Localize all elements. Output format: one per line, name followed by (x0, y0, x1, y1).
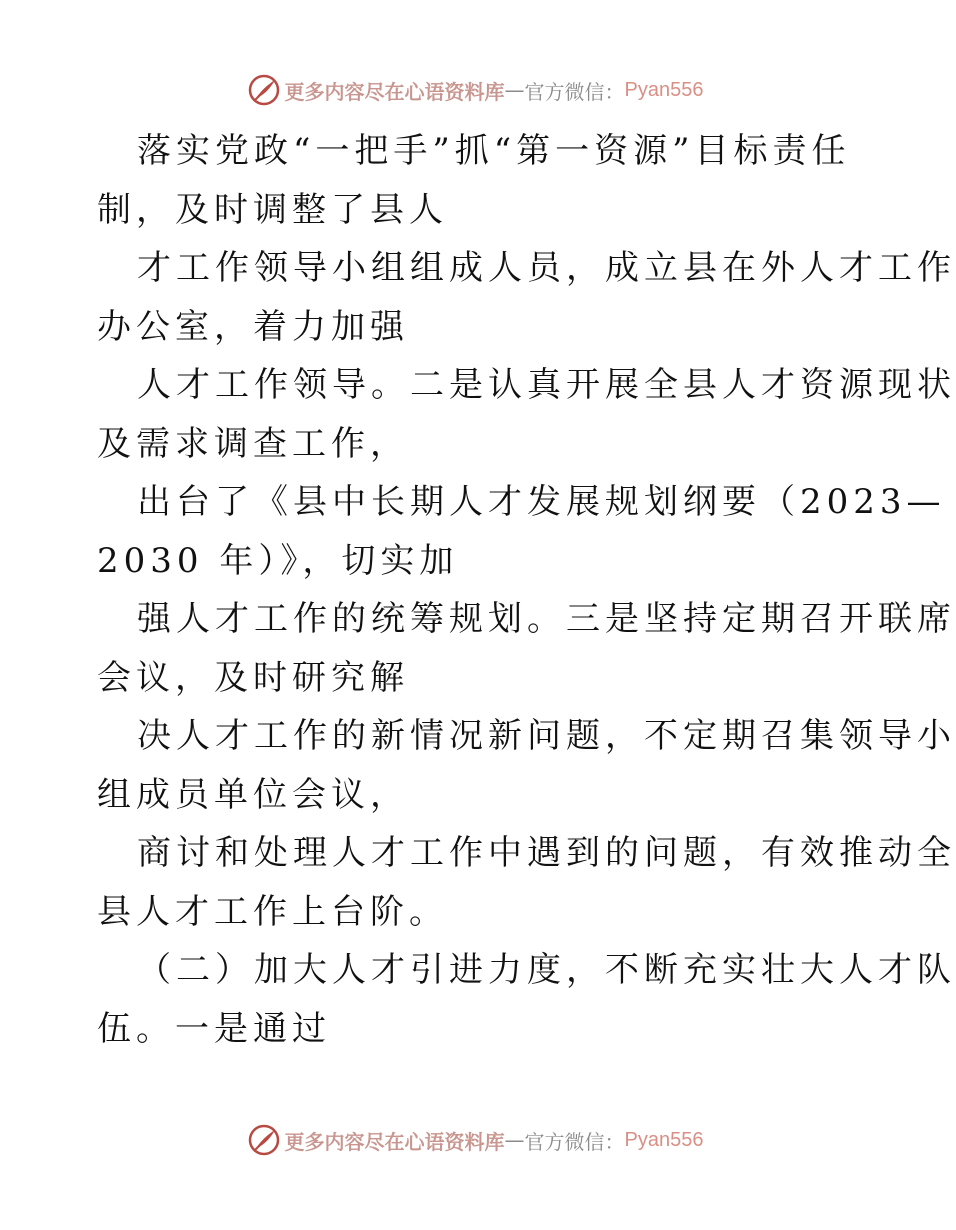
text-line: 出台了《县中长期人才发展规划纲要（2023— (137, 482, 946, 522)
text-line: 商讨和处理人才工作中遇到的问题，有效推动全 (137, 833, 956, 873)
watermark-main-text: 更多内容尽在心语资料库 (284, 1129, 505, 1154)
text-line: 组成员单位会议， (97, 774, 409, 815)
feather-pen-logo-icon (247, 73, 281, 107)
watermark-main-text: 更多内容尽在心语资料库 (284, 79, 505, 104)
text-line: 才工作领导小组组成人员，成立县在外人才工作 (137, 248, 956, 288)
watermark-dash: — (504, 1128, 525, 1152)
text-line: 制，及时调整了县人 (97, 189, 448, 230)
text-line: 伍。一是通过 (97, 1008, 331, 1049)
watermark-dash: — (504, 78, 525, 102)
document-body (97, 122, 956, 1058)
watermark-label: 官方微信： (524, 1129, 625, 1154)
text-line: 强人才工作的统筹规划。三是坚持定期召开联席 (137, 599, 956, 639)
watermark-label: 官方微信： (524, 79, 625, 104)
footer-watermark (0, 1120, 950, 1160)
feather-pen-logo-icon (247, 1123, 281, 1157)
text-line: 会议，及时研究解 (97, 657, 409, 698)
text-line: 县人才工作上台阶。 (97, 891, 448, 932)
text-line: 办公室，着力加强 (97, 306, 409, 347)
text-line: （二）加大人才引进力度，不断充实壮大人才队 (137, 950, 956, 990)
text-line: 及需求调查工作， (97, 423, 409, 464)
text-line: 决人才工作的新情况新问题，不定期召集领导小 (137, 716, 956, 756)
text-line: 2030 年）》，切实加 (97, 540, 459, 581)
header-watermark (0, 70, 950, 110)
text-line: 落实党政“一把手”抓“第一资源”目标责任 (137, 131, 851, 171)
text-line: 人才工作领导。二是认真开展全县人才资源现状 (137, 365, 956, 405)
watermark-id: Pyan556 (624, 1128, 704, 1151)
watermark-id: Pyan556 (624, 78, 704, 101)
